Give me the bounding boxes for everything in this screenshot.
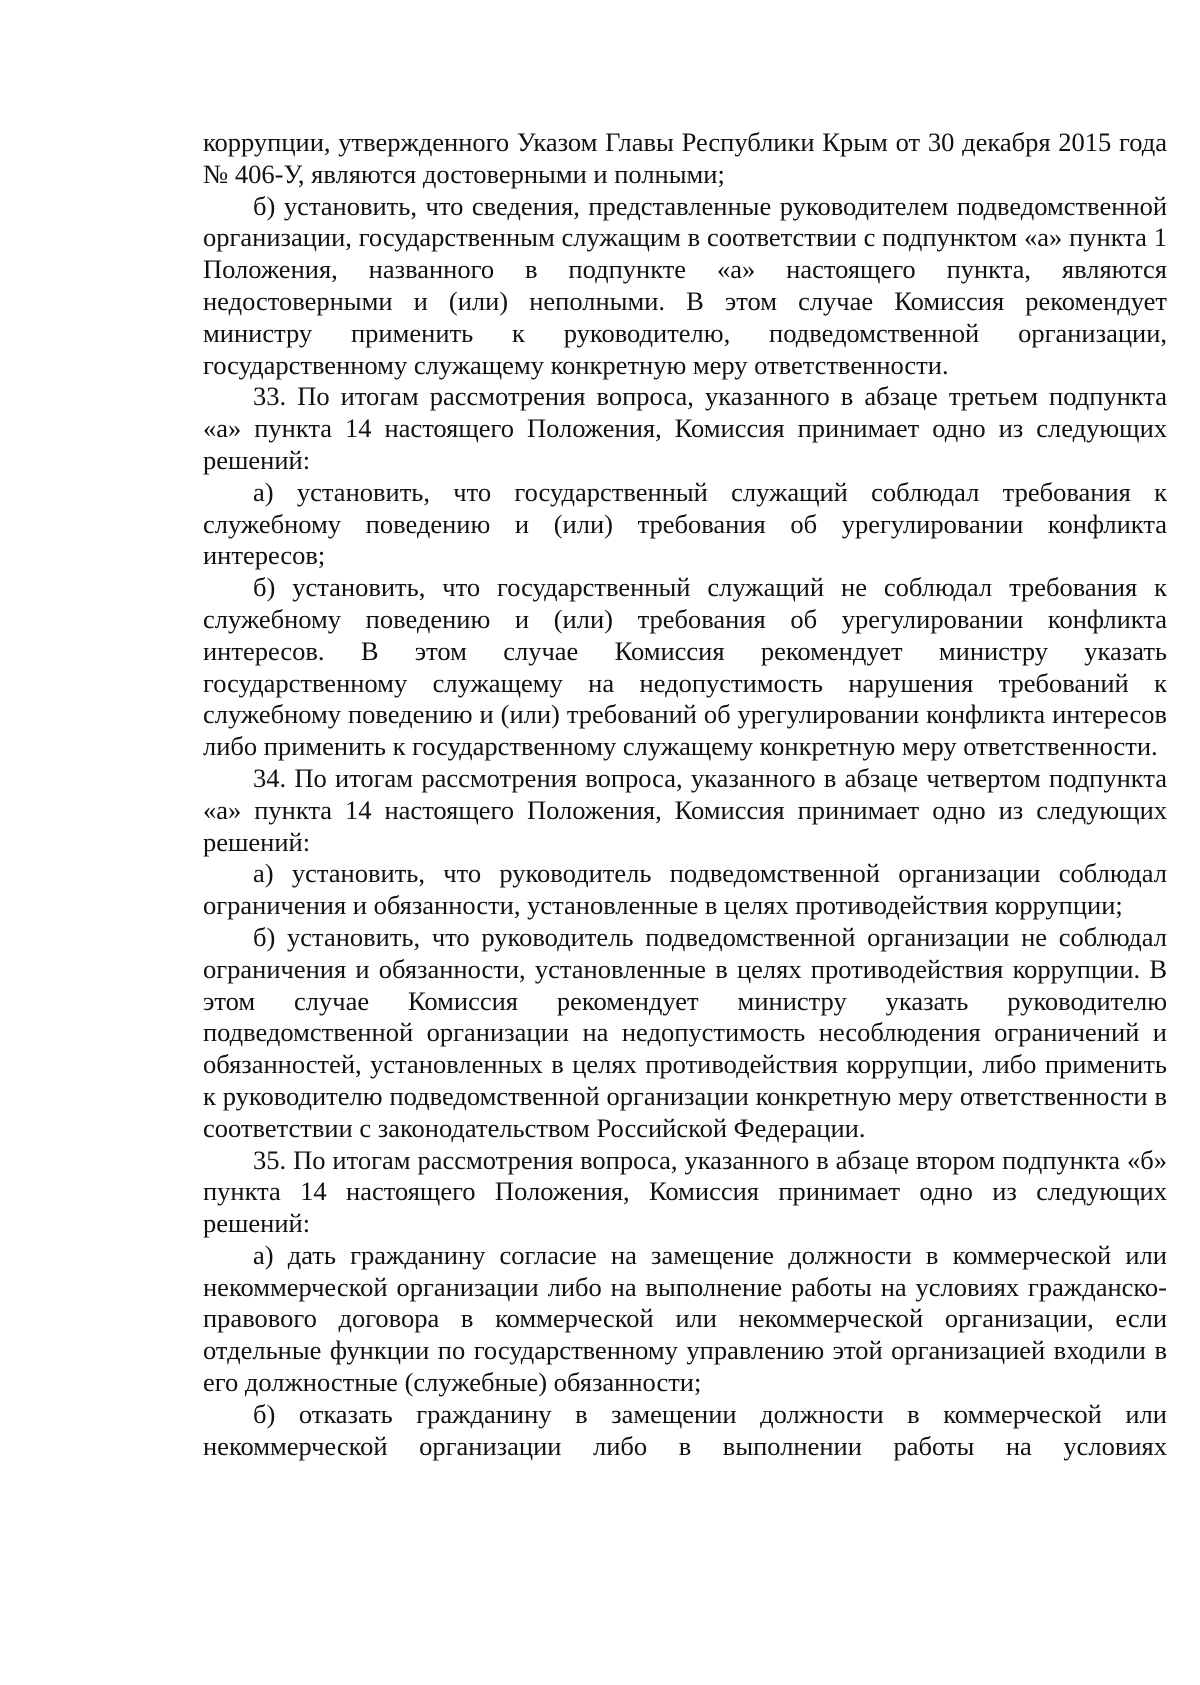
- paragraph-34a: а) установить, что руководитель подведомственной организации соблюдал ограничения и обязанности, установленные в целях противодействия коррупции;: [203, 858, 1167, 921]
- paragraph-35b: б) отказать гражданину в замещении должности в коммерческой или некоммерческой организации либо в выполнении работы на условиях: [203, 1398, 1167, 1461]
- paragraph-33a: а) установить, что государственный служащий соблюдал требования к служебному поведению и (или) требования об урегулировании конфликта интересов;: [203, 476, 1167, 571]
- paragraph-35a: а) дать гражданину согласие на замещение должности в коммерческой или некоммерческой организации либо на выполнение работы на условиях гражданско-правового договора в коммерческой или некоммерческой организации, если отдельные функции по государственному управлению этой организацией входили в его должностные (служебные) обязанности;: [203, 1239, 1167, 1398]
- paragraph-34b: б) установить, что руководитель подведомственной организации не соблюдал ограничения и обязанности, установленные в целях противодействия коррупции. В этом случае Комиссия рекомендует министру указать руководителю подведомственной организации на недопустимость несоблюдения ограничений и обязанностей, установленных в целях противодействия коррупции, либо применить к руководителю подведомственной организации конкретную меру ответственности в соответствии с законодательством Российской Федерации.: [203, 921, 1167, 1143]
- paragraph-continuation: коррупции, утвержденного Указом Главы Республики Крым от 30 декабря 2015 года № 406-У, являются достоверными и полными;: [203, 127, 1167, 189]
- document-body: [203, 127, 1167, 1462]
- paragraph-35: 35. По итогам рассмотрения вопроса, указанного в абзаце втором подпункта «б» пункта 14 настоящего Положения, Комиссия принимает одно из следующих решений:: [203, 1144, 1167, 1239]
- paragraph-33b: б) установить, что государственный служащий не соблюдал требования к служебному поведению и (или) требования об урегулировании конфликта интересов. В этом случае Комиссия рекомендует министру указать государственному служащему на недопустимость нарушения требований к служебному поведению и (или) требований об урегулировании конфликта интересов либо применить к государственному служащему конкретную меру ответственности.: [203, 572, 1167, 762]
- paragraph-33: 33. По итогам рассмотрения вопроса, указанного в абзаце третьем подпункта «а» пункта 14 настоящего Положения, Комиссия принимает одно из следующих решений:: [203, 381, 1167, 475]
- paragraph-34: 34. По итогам рассмотрения вопроса, указанного в абзаце четвертом подпункта «а» пункта 14 настоящего Положения, Комиссия принимает одно из следующих решений:: [203, 762, 1167, 857]
- paragraph-32b: б) установить, что сведения, представленные руководителем подведомственной организации, государственным служащим в соответствии с подпунктом «а» пункта 1 Положения, названного в подпункте «а» настоящего пункта, являются недостоверными и (или) неполными. В этом случае Комиссия рекомендует министру применить к руководителю, подведомственной организации, государственному служащему конкретную меру ответственности.: [203, 190, 1167, 380]
